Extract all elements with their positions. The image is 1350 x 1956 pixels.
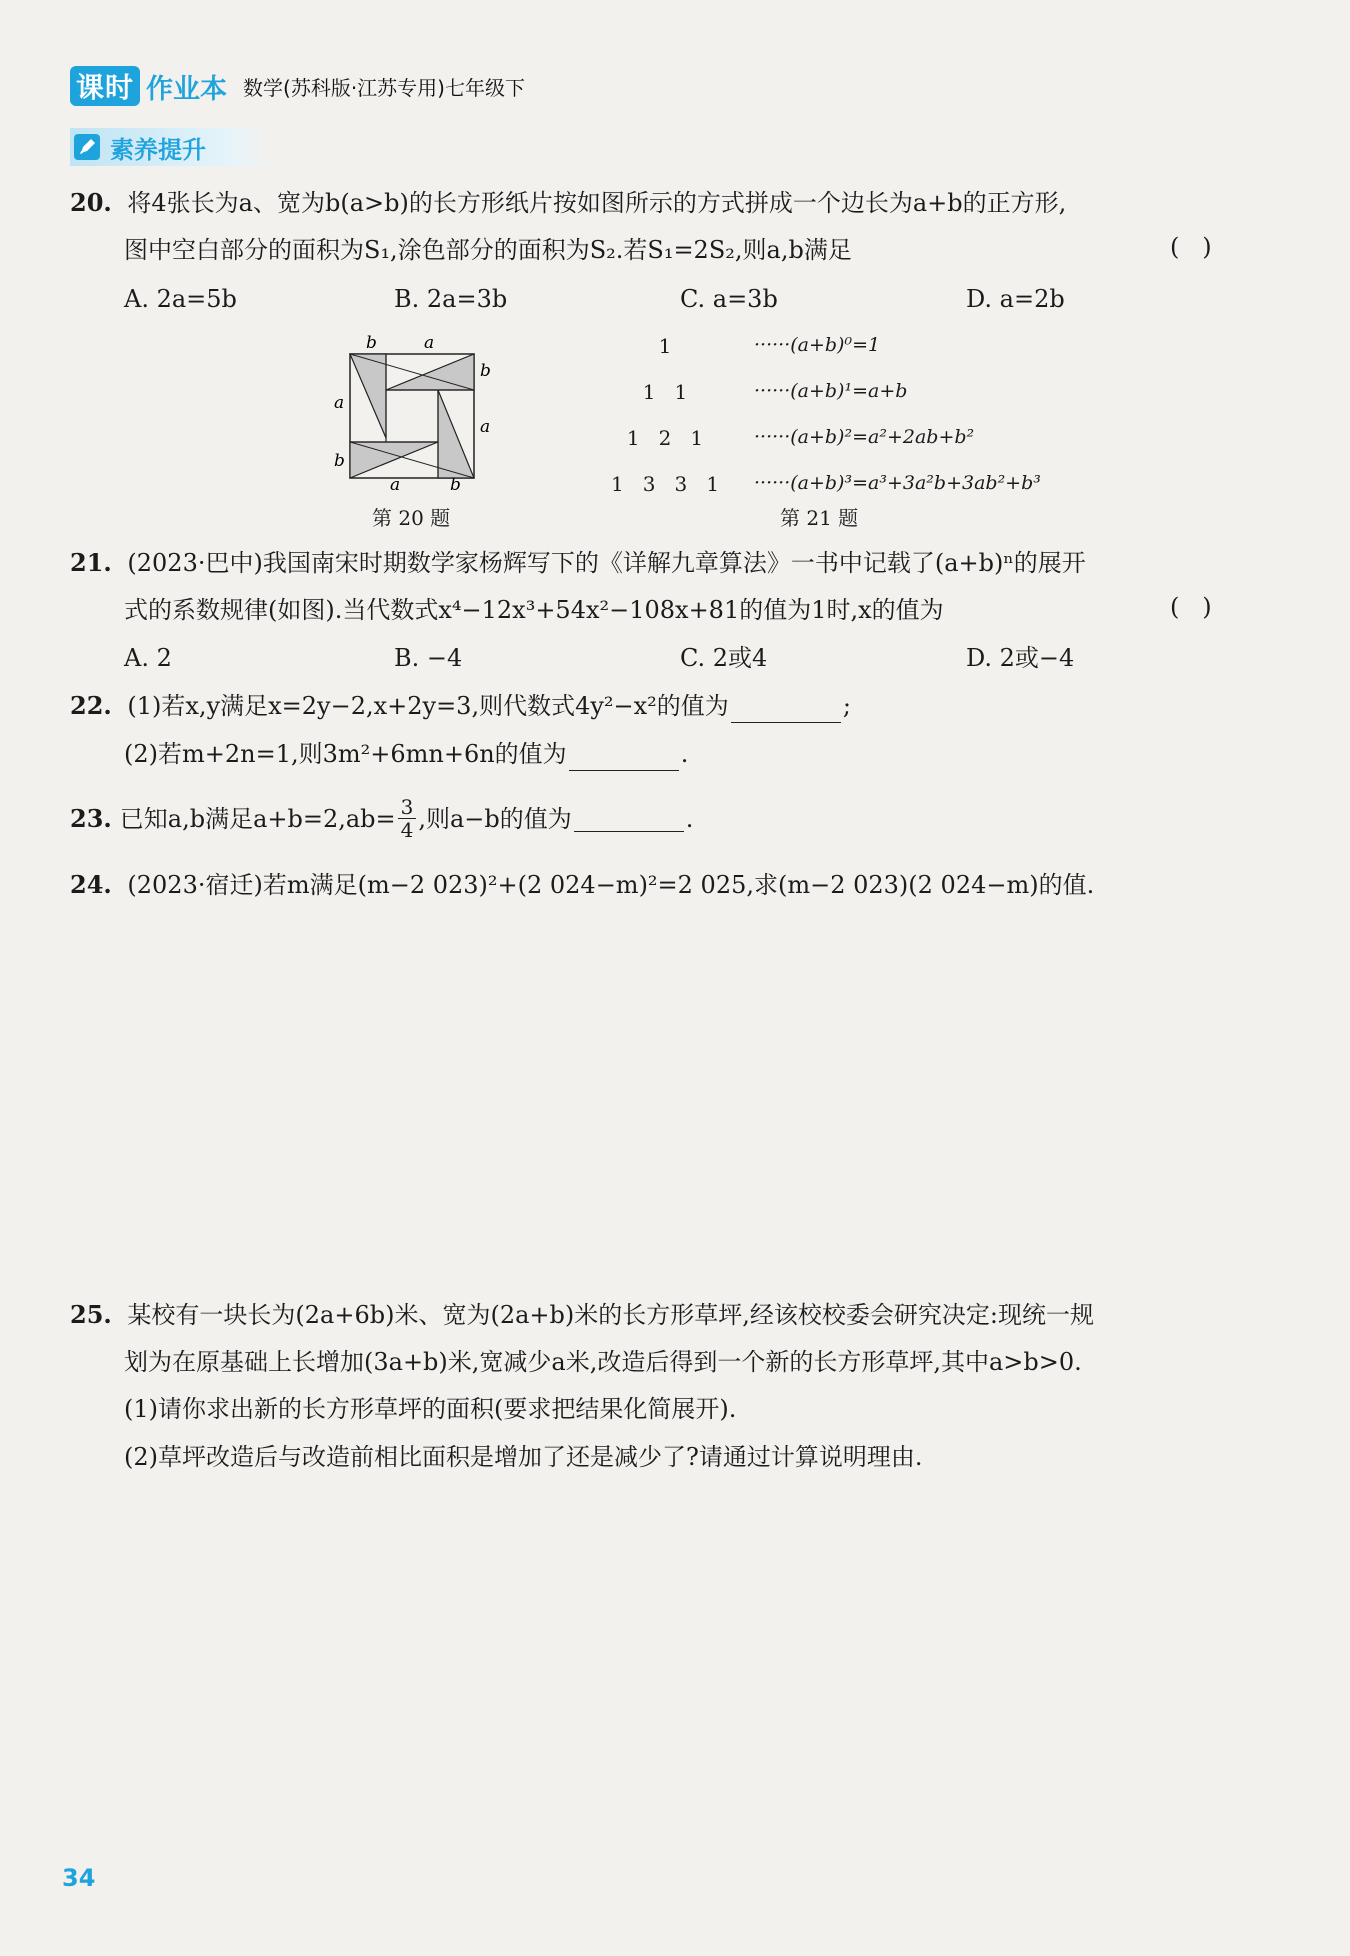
q21-option-b[interactable]: B. −4 xyxy=(394,644,463,672)
q25-line1 xyxy=(70,1298,1094,1332)
q21-line2 xyxy=(124,593,944,627)
shaded-triangle xyxy=(438,390,474,478)
header xyxy=(70,66,525,106)
q23-text-a: 已知a,b满足a+b=2,ab= xyxy=(119,804,396,833)
section-header xyxy=(70,128,270,166)
q25-part1 xyxy=(124,1392,736,1426)
fig-label: b xyxy=(450,475,461,490)
q21-caption: 第 21 题 xyxy=(780,506,859,530)
brand-left: 课时 xyxy=(70,66,140,106)
q23-end: . xyxy=(685,804,694,833)
q21-option-c[interactable]: C. 2或4 xyxy=(680,644,768,672)
q21-option-a[interactable]: A. 2 xyxy=(124,644,172,672)
section-title: 素养提升 xyxy=(110,135,206,164)
brand-logo xyxy=(70,66,227,106)
expansion-formula: ······(a+b)⁰=1 xyxy=(754,334,881,356)
fig-label: a xyxy=(424,333,435,353)
q24-number: 24. xyxy=(70,870,112,899)
q21-text-line1: (2023·巴中)我国南宋时期数学家杨辉写下的《详解九章算法》一书中记载了(a+b)ⁿ的展开 xyxy=(127,549,1086,577)
fraction-denominator: 4 xyxy=(400,818,414,842)
q20-line2 xyxy=(124,233,852,267)
q20-text-line1: 将4张长为a、宽为b(a>b)的长方形纸片按如图所示的方式拼成一个边长为a+b的正方形, xyxy=(127,189,1067,217)
pencil-icon xyxy=(74,134,100,160)
q23-blank[interactable] xyxy=(574,805,684,832)
shaded-triangle xyxy=(386,354,474,390)
q22-part2-end: . xyxy=(680,740,689,768)
q22-part1-text: (1)若x,y满足x=2y−2,x+2y=3,则代数式4y²−x²的值为 xyxy=(127,692,729,720)
q20-number: 20. xyxy=(70,188,112,217)
q25-text-line2: 划为在原基础上长增加(3a+b)米,宽减少a米,改造后得到一个新的长方形草坪,其中a>b>0. xyxy=(124,1348,1082,1376)
q25-text-line1: 某校有一块长为(2a+6b)米、宽为(2a+b)米的长方形草坪,经该校校委会研究决定:现统一规 xyxy=(127,1301,1094,1329)
shaded-triangle xyxy=(350,354,386,438)
q22-part1-end: ; xyxy=(842,692,851,720)
q21-line1 xyxy=(70,546,1086,580)
q23-line xyxy=(70,796,693,841)
pascal-row: 1 xyxy=(658,334,672,358)
expansion-formula: ······(a+b)²=a²+2ab+b² xyxy=(754,426,975,448)
pascal-row: 1 2 1 xyxy=(626,426,704,450)
q25-answer-area[interactable] xyxy=(70,1490,1270,1850)
fig-label: a xyxy=(390,475,401,490)
q20-caption: 第 20 题 xyxy=(372,506,451,530)
q22-part2 xyxy=(124,737,688,771)
expansion-formula: ······(a+b)¹=a+b xyxy=(754,380,908,402)
fig-label: b xyxy=(366,333,377,353)
fig-label: a xyxy=(480,417,491,437)
q21-answer-paren[interactable]: ( ) xyxy=(1170,593,1212,621)
q20-figure xyxy=(320,330,500,490)
q25-part2 xyxy=(124,1440,923,1474)
fig-label: b xyxy=(480,361,491,381)
q20-text-line2: 图中空白部分的面积为S₁,涂色部分的面积为S₂.若S₁=2S₂,则a,b满足 xyxy=(124,236,852,264)
q21-number: 21. xyxy=(70,548,112,577)
q24-answer-area[interactable] xyxy=(70,920,1270,1280)
pascal-row: 1 3 3 1 xyxy=(610,472,720,496)
q25-part2-text: (2)草坪改造后与改造前相比面积是增加了还是减少了?请通过计算说明理由. xyxy=(124,1443,923,1471)
q23-fraction xyxy=(398,796,417,841)
q20-option-c[interactable]: C. a=3b xyxy=(680,285,778,313)
q24-line xyxy=(70,868,1094,902)
q23-text-b: ,则a−b的值为 xyxy=(418,804,572,833)
fig-label: a xyxy=(334,393,345,413)
pascal-row: 1 1 xyxy=(642,380,688,404)
q22-part1 xyxy=(70,689,851,723)
q25-number: 25. xyxy=(70,1300,112,1329)
q21-option-d[interactable]: D. 2或−4 xyxy=(966,644,1075,672)
q25-line2 xyxy=(124,1345,1082,1379)
expansion-formula: ······(a+b)³=a³+3a²b+3ab²+b³ xyxy=(754,472,1041,494)
q20-option-a[interactable]: A. 2a=5b xyxy=(124,285,237,313)
shaded-triangle xyxy=(350,442,438,478)
q24-text: (2023·宿迁)若m满足(m−2 023)²+(2 024−m)²=2 025,求(m−2 023)(2 024−m)的值. xyxy=(127,871,1095,899)
q20-line1 xyxy=(70,186,1066,220)
q20-option-b[interactable]: B. 2a=3b xyxy=(394,285,508,313)
q22-part1-blank[interactable] xyxy=(731,696,841,723)
q22-number: 22. xyxy=(70,691,112,720)
q21-text-line2: 式的系数规律(如图).当代数式x⁴−12x³+54x²−108x+81的值为1时,x的值为 xyxy=(124,596,944,624)
fig-label: b xyxy=(334,451,345,471)
brand-right: 作业本 xyxy=(146,73,228,105)
q22-part2-text: (2)若m+2n=1,则3m²+6mn+6n的值为 xyxy=(124,740,567,768)
q20-option-d[interactable]: D. a=2b xyxy=(966,285,1065,313)
subject-title: 数学(苏科版·江苏专用)七年级下 xyxy=(243,75,525,100)
q23-number: 23. xyxy=(70,803,112,833)
page-number: 34 xyxy=(62,1864,96,1892)
q22-part2-blank[interactable] xyxy=(569,744,679,771)
fraction-numerator: 3 xyxy=(398,796,417,819)
q25-part1-text: (1)请你求出新的长方形草坪的面积(要求把结果化简展开). xyxy=(124,1395,737,1423)
q20-answer-paren[interactable]: ( ) xyxy=(1170,233,1212,261)
